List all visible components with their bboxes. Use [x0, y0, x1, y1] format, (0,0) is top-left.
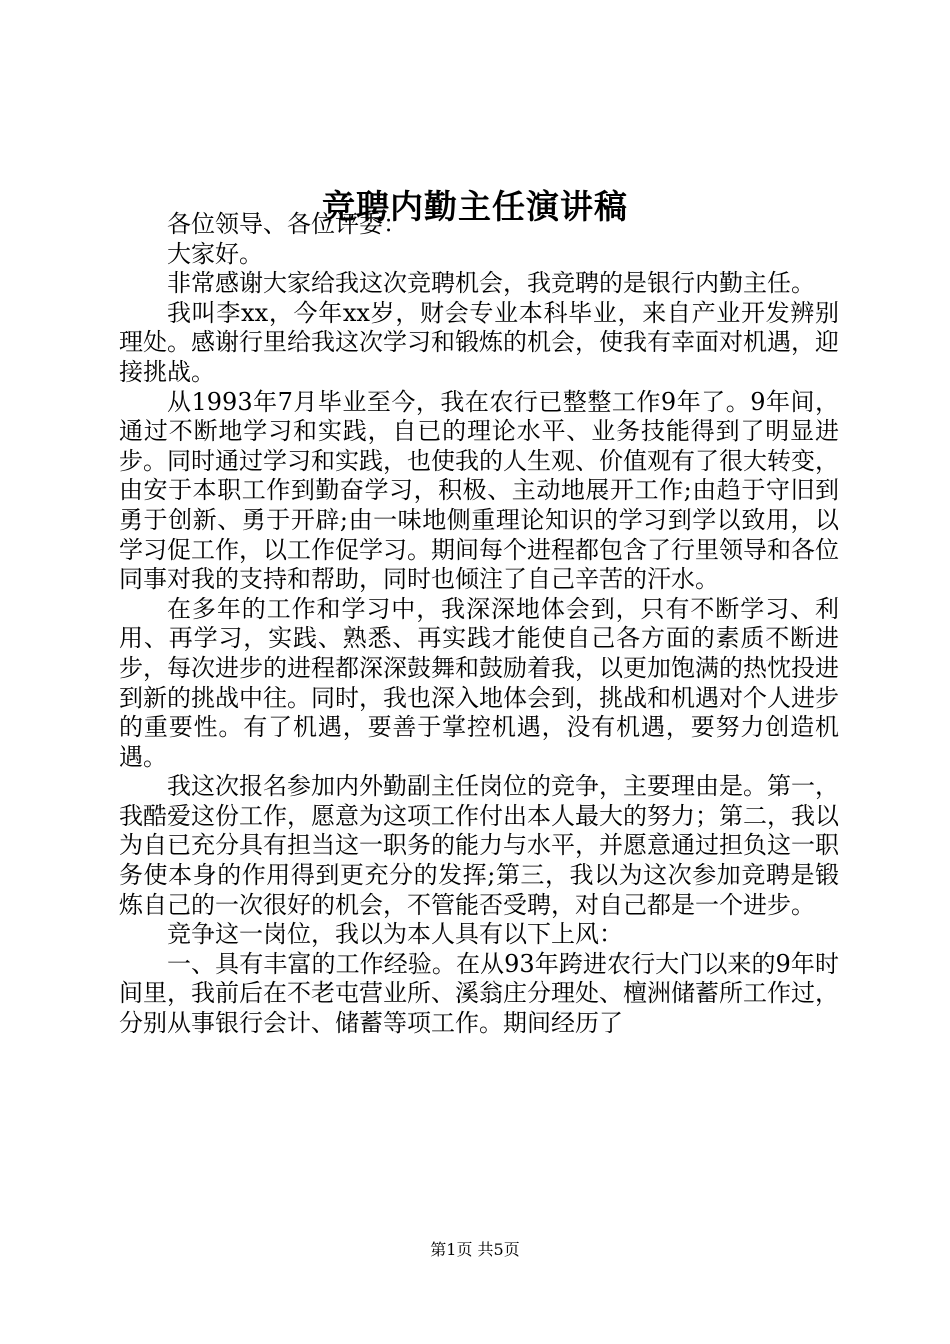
- paragraph-work-history: 从1993年7月毕业至今，我在农行已整整工作9年了。9年间，通过不断地学习和实践，自已的理论水平、业务技能得到了明显进步。同时通过学习和实践，也使我的人生观、价值观有了很大转变，由安于本职工作到勤奋学习，积极、主动地展开工作;由趋于守旧到勇于创新、勇于开辟;由一味地侧重理论知识的学习到学以致用，以学习促工作，以工作促学习。期间每个进程都包含了行里领导和各位同事对我的支持和帮助，同时也倾注了自己辛苦的汗水。: [119, 387, 839, 594]
- document-title: 竞聘内勤主任演讲稿: [322, 187, 628, 226]
- paragraph-reasons: 我这次报名参加内外勤副主任岗位的竞争，主要理由是。第一，我酷爱这份工作，愿意为这项工作付出本人最大的努力；第二，我以为自已充分具有担当这一职务的能力与水平，并愿意通过担负这一职务使本身的作用得到更充分的发挥;第三，我以为这次参加竞聘是锻炼自己的一次很好的机会，不管能否受聘，对自己都是一个进步。: [119, 772, 839, 919]
- document-body: [119, 210, 839, 1039]
- paragraph-experience: 在多年的工作和学习中，我深深地体会到，只有不断学习、利用、再学习，实践、熟悉、再实践才能使自己各方面的素质不断进步，每次进步的进程都深深鼓舞和鼓励着我，以更加饱满的热忱投进到新的挑战中往。同时，我也深入地体会到，挑战和机遇对个人进步的重要性。有了机遇，要善于掌控机遇，没有机遇，要努力创造机遇。: [119, 594, 839, 771]
- paragraph-thanks: 非常感谢大家给我这次竞聘机会，我竞聘的是银行内勤主任。: [167, 269, 815, 298]
- paragraph-greeting: 各位领导、各位评委：: [167, 210, 407, 238]
- paragraph-advantage-one: 一、具有丰富的工作经验。在从93年跨进农行大门以来的9年时间里，我前后在不老屯营业所、溪翁庄分理处、檀洲储蓄所工作过，分别从事银行会计、储蓄等项工作。期间经历了: [119, 949, 839, 1038]
- paragraph-advantages-intro: 竞争这一岗位，我以为本人具有以下上风：: [167, 920, 623, 949]
- page-footer: 第1页 共5页: [430, 1240, 520, 1259]
- paragraph-introduction: 我叫李xx，今年xx岁，财会专业本科毕业，来自产业开发辨别理处。感谢行里给我这次学习和锻炼的机会，使我有幸面对机遇，迎接挑战。: [119, 298, 839, 386]
- paragraph-hello: 大家好。: [167, 239, 263, 268]
